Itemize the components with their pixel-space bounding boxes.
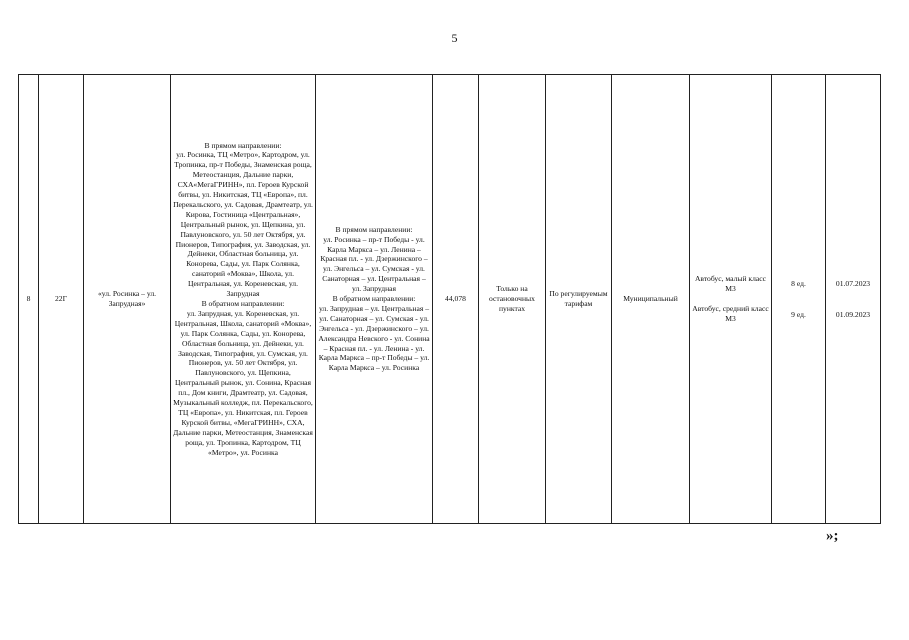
routes-table <box>18 74 881 524</box>
vehicle-type: Автобус, средний класс М3 <box>692 304 769 323</box>
roads-backward-list: ул. Запрудная – ул. Центральная – ул. Санаторная – ул. Сумская - ул. Энгельса - ул. Дзержинского – ул. Александра Невского - ул. Сонина – Красная пл. - ул. Ленина - ул. Карла Маркса – пр-т Победы – ул. Карла Маркса – ул. Росинка <box>318 303 430 373</box>
tariff-type: По регулируемым тарифам <box>546 75 612 524</box>
page-number: 5 <box>451 31 458 45</box>
roads-forward-title: В прямом направлении: <box>335 224 413 234</box>
route-number: 22Г <box>39 75 84 524</box>
roads-forward-list: ул. Росинка – пр-т Победы - ул. Карла Маркса – ул. Ленина – Красная пл. - ул. Дзержинского – ул. Энгельса – ул. Сумская - ул. Санаторная – ул. Центральная – ул. Запрудная <box>320 234 428 294</box>
roads-backward-title: В обратном направлении: <box>332 294 416 304</box>
route-length: 44,078 <box>433 75 479 524</box>
start-date: 01.07.2023 <box>835 278 871 288</box>
stops-backward-list: ул. Запрудная, ул. Кореневская, ул. Центральная, Школа, санаторий «Моква», ул. Парк Солянка, Сады, ул. Конорева, Областная больница, ул. Дейнеки, ул. Заводская, Типография, ул. Сумская, ул. Пионеров, ул. 50 лет Октября, ул. Павлуновского, ул. Щепкина, Центральный рынок, ул. Сонина, Красная пл., Дом книги, Драмтеатр, ул. Садовая, Музыкальный колледж, пл. Перекальского, ТЦ «Европа», ул. Никитская, пл. Героев Курской битвы, «МегаГРИНН», СХА, Дальние парки, Метеостанция, Знаменская роща, ул. Тропинка, Картодром, ТЦ «Метро», ул. Росинка <box>173 308 313 457</box>
stops-cell <box>171 75 316 524</box>
stops-backward-title: В обратном направлении: <box>201 299 285 308</box>
vehicle-count: 8 ед. <box>791 278 806 288</box>
stops-forward-title: В прямом направлении: <box>204 140 282 150</box>
route-name: «ул. Росинка – ул. Запрудная» <box>84 75 171 524</box>
vehicle-type: Автобус, малый класс М3 <box>694 274 767 294</box>
stop-order: Только на остановочных пунктах <box>479 75 546 524</box>
start-dates-cell <box>826 75 881 524</box>
carrier-type: Муниципальный <box>612 75 690 524</box>
row-index: 8 <box>19 75 39 524</box>
table-row <box>19 75 881 524</box>
stops-forward-list: ул. Росинка, ТЦ «Метро», Картодром, ул. Тропинка, пр-т Победы, Знаменская роща, Метеостанция, Дальние парки, СХА«МегаГРИНН», пл. Героев Курской битвы, ул. Никитская, ТЦ «Европа», пл. Перекальского, ул. Садовая, Драмтеатр, ул. Кирова, Гостиница «Центральная», Центральный рынок, ул. Щепкина, ул. Павлуновского, ул. 50 лет Октября, ул. Пионеров, Типография, ул. Заводская, ул. Дейнеки, Областная больница, ул. Конорева, Сады, ул. Парк Солянка, санаторий «Моква», Школа, ул. Центральная, ул. Кореневская, ул. Запрудная <box>173 150 313 299</box>
vehicle-count: 9 ед. <box>791 309 806 319</box>
vehicle-types-cell <box>690 75 772 524</box>
vehicle-counts-cell <box>772 75 826 524</box>
closing-mark: »; <box>826 528 839 544</box>
start-date: 01.09.2023 <box>835 309 871 319</box>
roads-cell <box>316 75 433 524</box>
